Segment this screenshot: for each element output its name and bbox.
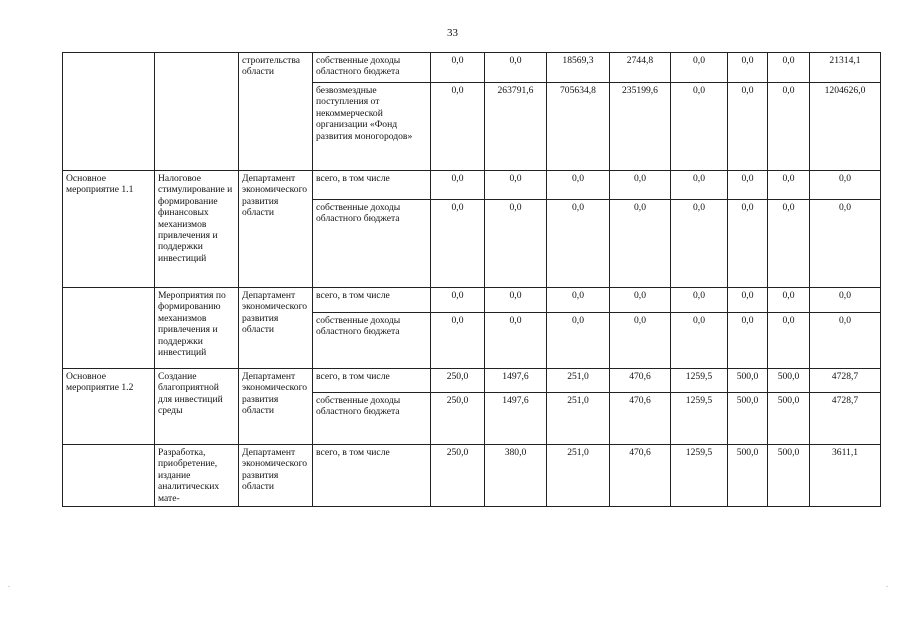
value-cell: 1497,6: [485, 369, 547, 393]
executor-cell: Департамент экономического развития области: [239, 369, 313, 445]
table-row: [63, 369, 881, 393]
activity-cell: [155, 53, 239, 171]
value-cell: 470,6: [610, 393, 671, 445]
value-cell: 470,6: [610, 445, 671, 507]
value-cell: 1259,5: [671, 369, 728, 393]
value-cell: 18569,3: [547, 53, 610, 83]
value-cell: 500,0: [728, 393, 768, 445]
value-cell: 500,0: [768, 393, 810, 445]
value-cell: 0,0: [671, 83, 728, 171]
value-cell: 0,0: [810, 288, 881, 313]
value-cell: 21314,1: [810, 53, 881, 83]
table-row: [63, 445, 881, 507]
value-cell: 0,0: [485, 53, 547, 83]
table-row: [63, 171, 881, 200]
value-cell: 500,0: [768, 369, 810, 393]
executor-cell: Департамент экономического развития области: [239, 288, 313, 369]
executor-cell: Департамент экономического развития области: [239, 445, 313, 507]
value-cell: 0,0: [810, 200, 881, 288]
value-cell: 380,0: [485, 445, 547, 507]
value-cell: 250,0: [431, 445, 485, 507]
scan-mark: .: [886, 580, 888, 589]
funding-source-cell: собственные доходы областного бюджета: [313, 200, 431, 288]
value-cell: 0,0: [728, 200, 768, 288]
value-cell: 0,0: [610, 288, 671, 313]
value-cell: 0,0: [431, 313, 485, 369]
value-cell: 0,0: [728, 83, 768, 171]
value-cell: 500,0: [728, 445, 768, 507]
value-cell: 0,0: [431, 83, 485, 171]
activity-cell: Мероприятия по формированию механизмов привлечения и поддержки инвестиций: [155, 288, 239, 369]
value-cell: 235199,6: [610, 83, 671, 171]
value-cell: 0,0: [485, 171, 547, 200]
funding-source-cell: собственные доходы областного бюджета: [313, 313, 431, 369]
funding-source-cell: всего, в том числе: [313, 171, 431, 200]
funding-source-cell: безвозмездные поступления от некоммерческой организации «Фонд развития моногородов»: [313, 83, 431, 171]
value-cell: 0,0: [610, 200, 671, 288]
value-cell: 2744,8: [610, 53, 671, 83]
measure-cell: Основное мероприятие 1.2: [63, 369, 155, 445]
measure-cell: Основное мероприятие 1.1: [63, 171, 155, 288]
value-cell: 0,0: [485, 200, 547, 288]
value-cell: 0,0: [768, 288, 810, 313]
measure-cell: [63, 53, 155, 171]
value-cell: 0,0: [671, 200, 728, 288]
value-cell: 4728,7: [810, 369, 881, 393]
value-cell: 1259,5: [671, 445, 728, 507]
value-cell: 0,0: [728, 53, 768, 83]
activity-cell: Разработка, приобретение, издание аналитических мате-: [155, 445, 239, 507]
value-cell: 0,0: [547, 171, 610, 200]
value-cell: 0,0: [547, 313, 610, 369]
value-cell: 250,0: [431, 393, 485, 445]
value-cell: 0,0: [768, 200, 810, 288]
scan-mark: .: [8, 580, 10, 589]
activity-cell: Создание благоприятной для инвестиций среды: [155, 369, 239, 445]
budget-table: [62, 52, 881, 507]
page-number: 33: [447, 27, 458, 39]
funding-source-cell: собственные доходы областного бюджета: [313, 53, 431, 83]
value-cell: 3611,1: [810, 445, 881, 507]
value-cell: 0,0: [768, 53, 810, 83]
activity-cell: Налоговое стимулирование и формирование финансовых механизмов привлечения и поддержки инвестиций: [155, 171, 239, 288]
funding-source-cell: всего, в том числе: [313, 369, 431, 393]
value-cell: 1259,5: [671, 393, 728, 445]
value-cell: 0,0: [431, 53, 485, 83]
value-cell: 0,0: [728, 171, 768, 200]
value-cell: 263791,6: [485, 83, 547, 171]
value-cell: 0,0: [431, 171, 485, 200]
table-row: [63, 53, 881, 83]
value-cell: 0,0: [610, 313, 671, 369]
value-cell: 0,0: [768, 83, 810, 171]
value-cell: 251,0: [547, 445, 610, 507]
funding-source-cell: всего, в том числе: [313, 445, 431, 507]
value-cell: 0,0: [768, 313, 810, 369]
value-cell: 470,6: [610, 369, 671, 393]
value-cell: 0,0: [768, 171, 810, 200]
value-cell: 0,0: [728, 313, 768, 369]
value-cell: 0,0: [547, 288, 610, 313]
executor-cell: строительства области: [239, 53, 313, 171]
value-cell: 0,0: [485, 288, 547, 313]
value-cell: 705634,8: [547, 83, 610, 171]
measure-cell: [63, 445, 155, 507]
value-cell: 0,0: [671, 171, 728, 200]
value-cell: 0,0: [671, 313, 728, 369]
value-cell: 0,0: [547, 200, 610, 288]
value-cell: 0,0: [671, 288, 728, 313]
value-cell: 251,0: [547, 369, 610, 393]
value-cell: 251,0: [547, 393, 610, 445]
measure-cell: [63, 288, 155, 369]
value-cell: 1204626,0: [810, 83, 881, 171]
value-cell: 0,0: [610, 171, 671, 200]
value-cell: 250,0: [431, 369, 485, 393]
value-cell: 4728,7: [810, 393, 881, 445]
table-row: [63, 288, 881, 313]
value-cell: 0,0: [671, 53, 728, 83]
value-cell: 0,0: [810, 313, 881, 369]
value-cell: 0,0: [810, 171, 881, 200]
value-cell: 0,0: [485, 313, 547, 369]
funding-source-cell: всего, в том числе: [313, 288, 431, 313]
value-cell: 0,0: [431, 288, 485, 313]
executor-cell: Департамент экономического развития области: [239, 171, 313, 288]
value-cell: 1497,6: [485, 393, 547, 445]
value-cell: 500,0: [728, 369, 768, 393]
value-cell: 0,0: [728, 288, 768, 313]
value-cell: 500,0: [768, 445, 810, 507]
value-cell: 0,0: [431, 200, 485, 288]
funding-source-cell: собственные доходы областного бюджета: [313, 393, 431, 445]
